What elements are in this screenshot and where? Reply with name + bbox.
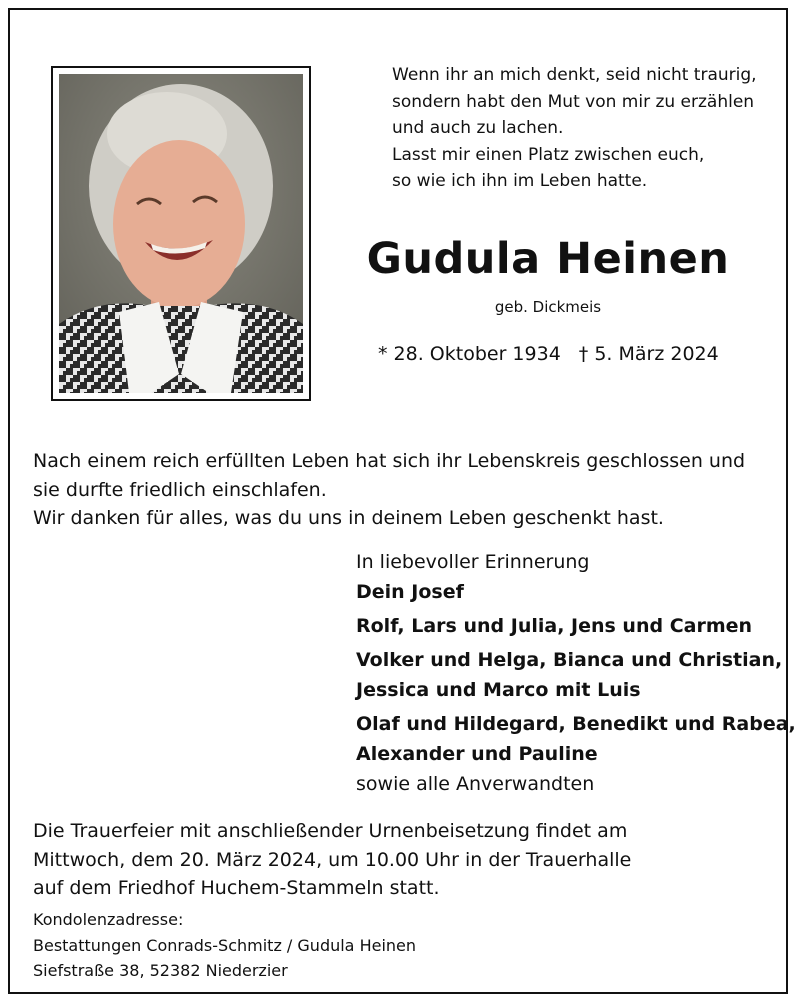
ceremony-line: Mittwoch, dem 20. März 2024, um 10.00 Uhr in der Trauerhalle bbox=[33, 848, 632, 871]
message-line: Nach einem reich erfüllten Leben hat sich ihr Lebenskreis geschlossen und bbox=[33, 450, 746, 472]
mourners-intro: In liebevoller Erinnerung bbox=[356, 551, 590, 573]
mourners bbox=[356, 547, 796, 799]
poem-line: Lasst mir einen Platz zwischen euch, bbox=[392, 144, 705, 165]
address-label: Kondolenzadresse: bbox=[33, 910, 184, 929]
mourner-group: Alexander und Pauline bbox=[356, 743, 598, 765]
death-date: † 5. März 2024 bbox=[578, 343, 719, 365]
poem bbox=[392, 62, 772, 195]
portrait-frame bbox=[51, 66, 311, 401]
condolence-address bbox=[33, 907, 773, 984]
message bbox=[33, 447, 773, 533]
poem-line: so wie ich ihn im Leben hatte. bbox=[392, 171, 648, 191]
message-line: Wir danken für alles, was du uns in deinem Leben geschenkt hast. bbox=[33, 507, 664, 529]
deceased-name: Gudula Heinen bbox=[366, 234, 730, 284]
life-dates bbox=[378, 343, 719, 365]
mourner-group: Olaf und Hildegard, Benedikt und Rabea, bbox=[356, 713, 796, 735]
poem-line: sondern habt den Mut von mir zu erzählen bbox=[392, 91, 755, 112]
ceremony-line: auf dem Friedhof Huchem-Stammeln statt. bbox=[33, 877, 440, 899]
ceremony-info bbox=[33, 817, 773, 903]
portrait-photo bbox=[59, 74, 303, 393]
portrait-illustration bbox=[59, 74, 303, 393]
message-line: sie durfte friedlich einschlafen. bbox=[33, 478, 327, 501]
mourners-closing: sowie alle Anverwandten bbox=[356, 773, 595, 795]
poem-line: und auch zu lachen. bbox=[392, 118, 564, 138]
birth-date: * 28. Oktober 1934 bbox=[378, 343, 561, 365]
address-line: Bestattungen Conrads-Schmitz / Gudula Heinen bbox=[33, 935, 417, 955]
poem-line: Wenn ihr an mich denkt, seid nicht traurig, bbox=[392, 65, 757, 85]
mourner-spouse: Dein Josef bbox=[356, 581, 464, 603]
mourner-group: Jessica und Marco mit Luis bbox=[356, 679, 641, 701]
address-line: Siefstraße 38, 52382 Niederzier bbox=[33, 961, 288, 980]
birth-name: geb. Dickmeis bbox=[494, 298, 602, 316]
ceremony-line: Die Trauerfeier mit anschließender Urnenbeisetzung findet am bbox=[33, 820, 628, 842]
mourner-group: Volker und Helga, Bianca und Christian, bbox=[356, 649, 783, 671]
mourner-group: Rolf, Lars und Julia, Jens und Carmen bbox=[356, 615, 753, 637]
